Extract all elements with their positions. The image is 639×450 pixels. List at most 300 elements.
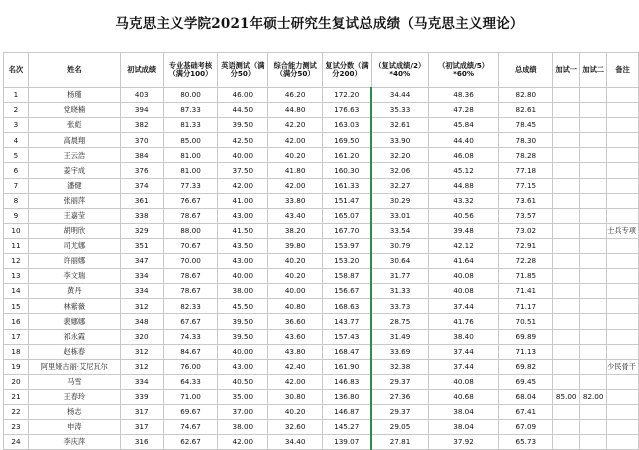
english-cell[interactable]: 40.00 bbox=[218, 148, 268, 163]
initial-weighted-cell[interactable]: 42.12 bbox=[428, 238, 499, 253]
initial-score-cell[interactable]: 329 bbox=[120, 223, 163, 238]
initial-score-cell[interactable]: 384 bbox=[120, 148, 163, 163]
rank-cell[interactable]: 10 bbox=[4, 223, 29, 238]
retest-cell[interactable]: 163.03 bbox=[323, 118, 372, 133]
comprehensive-cell[interactable]: 40.20 bbox=[268, 269, 323, 284]
extra1-cell[interactable] bbox=[553, 374, 580, 389]
note-cell[interactable]: 少民骨干 bbox=[607, 359, 639, 374]
initial-score-cell[interactable]: 339 bbox=[120, 389, 163, 404]
col-initial-score[interactable]: 初试成绩 bbox=[120, 53, 163, 88]
rank-cell[interactable]: 21 bbox=[4, 389, 29, 404]
rank-cell[interactable]: 1 bbox=[4, 88, 29, 103]
extra1-cell[interactable] bbox=[553, 148, 580, 163]
extra1-cell[interactable] bbox=[553, 238, 580, 253]
extra2-cell[interactable] bbox=[580, 133, 607, 148]
major-cell[interactable]: 78.67 bbox=[163, 284, 218, 299]
note-cell[interactable] bbox=[607, 178, 639, 193]
major-cell[interactable]: 70.67 bbox=[163, 238, 218, 253]
extra2-cell[interactable] bbox=[580, 148, 607, 163]
initial-score-cell[interactable]: 374 bbox=[120, 178, 163, 193]
major-cell[interactable]: 81.33 bbox=[163, 118, 218, 133]
initial-weighted-cell[interactable]: 40.08 bbox=[428, 269, 499, 284]
retest-cell[interactable]: 153.20 bbox=[323, 254, 372, 269]
comprehensive-cell[interactable]: 40.80 bbox=[268, 299, 323, 314]
retest-cell[interactable]: 146.87 bbox=[323, 404, 372, 419]
rank-cell[interactable]: 20 bbox=[4, 374, 29, 389]
extra2-cell[interactable] bbox=[580, 404, 607, 419]
initial-score-cell[interactable]: 334 bbox=[120, 374, 163, 389]
note-cell[interactable] bbox=[607, 344, 639, 359]
retest-weighted-cell[interactable]: 33.01 bbox=[371, 208, 428, 223]
retest-cell[interactable]: 160.30 bbox=[323, 163, 372, 178]
total-cell[interactable]: 77.18 bbox=[499, 163, 553, 178]
initial-weighted-cell[interactable]: 40.68 bbox=[428, 389, 499, 404]
total-cell[interactable]: 68.04 bbox=[499, 389, 553, 404]
name-cell[interactable]: 许丽娜 bbox=[28, 254, 120, 269]
extra1-cell[interactable] bbox=[553, 254, 580, 269]
comprehensive-cell[interactable]: 40.00 bbox=[268, 284, 323, 299]
retest-cell[interactable]: 146.83 bbox=[323, 374, 372, 389]
name-cell[interactable]: 张彪 bbox=[28, 118, 120, 133]
comprehensive-cell[interactable]: 40.20 bbox=[268, 404, 323, 419]
retest-weighted-cell[interactable]: 32.27 bbox=[371, 178, 428, 193]
major-cell[interactable]: 62.67 bbox=[163, 435, 218, 450]
initial-score-cell[interactable]: 312 bbox=[120, 299, 163, 314]
english-cell[interactable]: 37.50 bbox=[218, 163, 268, 178]
retest-weighted-cell[interactable]: 33.73 bbox=[371, 299, 428, 314]
english-cell[interactable]: 42.00 bbox=[218, 178, 268, 193]
extra2-cell[interactable] bbox=[580, 118, 607, 133]
name-cell[interactable]: 张丽萍 bbox=[28, 193, 120, 208]
initial-score-cell[interactable]: 316 bbox=[120, 435, 163, 450]
major-cell[interactable]: 69.67 bbox=[163, 404, 218, 419]
name-cell[interactable]: 申涛 bbox=[28, 420, 120, 435]
total-cell[interactable]: 78.45 bbox=[499, 118, 553, 133]
initial-score-cell[interactable]: 361 bbox=[120, 193, 163, 208]
name-cell[interactable]: 胡明欣 bbox=[28, 223, 120, 238]
retest-cell[interactable]: 139.07 bbox=[323, 435, 372, 450]
extra1-cell[interactable] bbox=[553, 329, 580, 344]
total-cell[interactable]: 77.15 bbox=[499, 178, 553, 193]
rank-cell[interactable]: 8 bbox=[4, 193, 29, 208]
retest-cell[interactable]: 143.77 bbox=[323, 314, 372, 329]
retest-cell[interactable]: 136.80 bbox=[323, 389, 372, 404]
initial-weighted-cell[interactable]: 38.40 bbox=[428, 329, 499, 344]
extra1-cell[interactable] bbox=[553, 223, 580, 238]
comprehensive-cell[interactable]: 41.80 bbox=[268, 163, 323, 178]
comprehensive-cell[interactable]: 34.40 bbox=[268, 435, 323, 450]
extra2-cell[interactable] bbox=[580, 163, 607, 178]
note-cell[interactable] bbox=[607, 299, 639, 314]
english-cell[interactable]: 43.00 bbox=[218, 254, 268, 269]
name-cell[interactable]: 王嘉莹 bbox=[28, 208, 120, 223]
english-cell[interactable]: 39.50 bbox=[218, 314, 268, 329]
rank-cell[interactable]: 15 bbox=[4, 299, 29, 314]
initial-weighted-cell[interactable]: 38.04 bbox=[428, 420, 499, 435]
initial-score-cell[interactable]: 317 bbox=[120, 404, 163, 419]
initial-weighted-cell[interactable]: 37.44 bbox=[428, 359, 499, 374]
rank-cell[interactable]: 13 bbox=[4, 269, 29, 284]
extra2-cell[interactable] bbox=[580, 329, 607, 344]
extra1-cell[interactable] bbox=[553, 299, 580, 314]
note-cell[interactable] bbox=[607, 284, 639, 299]
initial-weighted-cell[interactable]: 37.92 bbox=[428, 435, 499, 450]
name-cell[interactable]: 李文瑞 bbox=[28, 269, 120, 284]
extra2-cell[interactable] bbox=[580, 359, 607, 374]
col-retest-weighted[interactable]: （复试成绩/2）*40% bbox=[371, 53, 428, 88]
col-comprehensive[interactable]: 综合能力测试（满分50） bbox=[268, 53, 323, 88]
retest-cell[interactable]: 161.20 bbox=[323, 148, 372, 163]
total-cell[interactable]: 71.85 bbox=[499, 269, 553, 284]
english-cell[interactable]: 42.00 bbox=[218, 435, 268, 450]
initial-weighted-cell[interactable]: 41.76 bbox=[428, 314, 499, 329]
name-cell[interactable]: 杨志 bbox=[28, 404, 120, 419]
initial-weighted-cell[interactable]: 48.36 bbox=[428, 88, 499, 103]
retest-weighted-cell[interactable]: 33.54 bbox=[371, 223, 428, 238]
retest-weighted-cell[interactable]: 31.33 bbox=[371, 284, 428, 299]
major-cell[interactable]: 71.00 bbox=[163, 389, 218, 404]
retest-cell[interactable]: 158.87 bbox=[323, 269, 372, 284]
extra2-cell[interactable] bbox=[580, 344, 607, 359]
note-cell[interactable]: 士兵专项 bbox=[607, 223, 639, 238]
initial-score-cell[interactable]: 312 bbox=[120, 359, 163, 374]
note-cell[interactable] bbox=[607, 254, 639, 269]
english-cell[interactable]: 39.50 bbox=[218, 329, 268, 344]
name-cell[interactable]: 黄丹 bbox=[28, 284, 120, 299]
name-cell[interactable]: 司尤娜 bbox=[28, 238, 120, 253]
initial-score-cell[interactable]: 370 bbox=[120, 133, 163, 148]
col-english[interactable]: 英语测试（满分50） bbox=[218, 53, 268, 88]
note-cell[interactable] bbox=[607, 420, 639, 435]
initial-weighted-cell[interactable]: 38.04 bbox=[428, 404, 499, 419]
comprehensive-cell[interactable]: 30.80 bbox=[268, 389, 323, 404]
extra1-cell[interactable] bbox=[553, 208, 580, 223]
comprehensive-cell[interactable]: 38.20 bbox=[268, 223, 323, 238]
comprehensive-cell[interactable]: 40.20 bbox=[268, 148, 323, 163]
total-cell[interactable]: 78.28 bbox=[499, 148, 553, 163]
initial-weighted-cell[interactable]: 45.84 bbox=[428, 118, 499, 133]
extra2-cell[interactable] bbox=[580, 103, 607, 118]
rank-cell[interactable]: 16 bbox=[4, 314, 29, 329]
name-cell[interactable]: 王云浩 bbox=[28, 148, 120, 163]
comprehensive-cell[interactable]: 42.00 bbox=[268, 133, 323, 148]
rank-cell[interactable]: 23 bbox=[4, 420, 29, 435]
comprehensive-cell[interactable]: 42.00 bbox=[268, 374, 323, 389]
english-cell[interactable]: 43.00 bbox=[218, 208, 268, 223]
total-cell[interactable]: 71.13 bbox=[499, 344, 553, 359]
english-cell[interactable]: 41.50 bbox=[218, 223, 268, 238]
col-rank[interactable]: 名次 bbox=[4, 53, 29, 88]
extra2-cell[interactable] bbox=[580, 193, 607, 208]
extra2-cell[interactable] bbox=[580, 88, 607, 103]
initial-score-cell[interactable]: 394 bbox=[120, 103, 163, 118]
retest-weighted-cell[interactable]: 29.05 bbox=[371, 420, 428, 435]
retest-weighted-cell[interactable]: 28.75 bbox=[371, 314, 428, 329]
total-cell[interactable]: 72.91 bbox=[499, 238, 553, 253]
retest-weighted-cell[interactable]: 32.20 bbox=[371, 148, 428, 163]
total-cell[interactable]: 82.80 bbox=[499, 88, 553, 103]
rank-cell[interactable]: 17 bbox=[4, 329, 29, 344]
major-cell[interactable]: 77.33 bbox=[163, 178, 218, 193]
initial-weighted-cell[interactable]: 45.12 bbox=[428, 163, 499, 178]
retest-cell[interactable]: 176.63 bbox=[323, 103, 372, 118]
name-cell[interactable]: 杨瑾 bbox=[28, 88, 120, 103]
retest-weighted-cell[interactable]: 29.37 bbox=[371, 374, 428, 389]
major-cell[interactable]: 85.00 bbox=[163, 133, 218, 148]
note-cell[interactable] bbox=[607, 193, 639, 208]
extra1-cell[interactable] bbox=[553, 163, 580, 178]
retest-cell[interactable]: 161.90 bbox=[323, 359, 372, 374]
initial-score-cell[interactable]: 312 bbox=[120, 344, 163, 359]
extra2-cell[interactable] bbox=[580, 284, 607, 299]
rank-cell[interactable]: 3 bbox=[4, 118, 29, 133]
rank-cell[interactable]: 4 bbox=[4, 133, 29, 148]
extra1-cell[interactable] bbox=[553, 178, 580, 193]
initial-score-cell[interactable]: 403 bbox=[120, 88, 163, 103]
name-cell[interactable]: 姜宇成 bbox=[28, 163, 120, 178]
major-cell[interactable]: 81.00 bbox=[163, 148, 218, 163]
initial-score-cell[interactable]: 320 bbox=[120, 329, 163, 344]
total-cell[interactable]: 73.57 bbox=[499, 208, 553, 223]
name-cell[interactable]: 裴娜娜 bbox=[28, 314, 120, 329]
name-cell[interactable]: 党晓楠 bbox=[28, 103, 120, 118]
total-cell[interactable]: 72.28 bbox=[499, 254, 553, 269]
initial-score-cell[interactable]: 334 bbox=[120, 269, 163, 284]
extra2-cell[interactable] bbox=[580, 208, 607, 223]
total-cell[interactable]: 70.51 bbox=[499, 314, 553, 329]
extra2-cell[interactable] bbox=[580, 269, 607, 284]
extra1-cell[interactable] bbox=[553, 284, 580, 299]
note-cell[interactable] bbox=[607, 148, 639, 163]
total-cell[interactable]: 65.73 bbox=[499, 435, 553, 450]
rank-cell[interactable]: 9 bbox=[4, 208, 29, 223]
initial-score-cell[interactable]: 347 bbox=[120, 254, 163, 269]
comprehensive-cell[interactable]: 42.20 bbox=[268, 118, 323, 133]
initial-score-cell[interactable]: 338 bbox=[120, 208, 163, 223]
comprehensive-cell[interactable]: 36.60 bbox=[268, 314, 323, 329]
retest-weighted-cell[interactable]: 30.64 bbox=[371, 254, 428, 269]
name-cell[interactable]: 祁永霞 bbox=[28, 329, 120, 344]
english-cell[interactable]: 43.50 bbox=[218, 238, 268, 253]
extra1-cell[interactable] bbox=[553, 133, 580, 148]
initial-weighted-cell[interactable]: 39.48 bbox=[428, 223, 499, 238]
major-cell[interactable]: 64.33 bbox=[163, 374, 218, 389]
note-cell[interactable] bbox=[607, 88, 639, 103]
col-note[interactable]: 备注 bbox=[607, 53, 639, 88]
note-cell[interactable] bbox=[607, 374, 639, 389]
retest-cell[interactable]: 145.27 bbox=[323, 420, 372, 435]
initial-score-cell[interactable]: 348 bbox=[120, 314, 163, 329]
col-initial-weighted[interactable]: （初试成绩/5）*60% bbox=[428, 53, 499, 88]
major-cell[interactable]: 80.00 bbox=[163, 88, 218, 103]
comprehensive-cell[interactable]: 42.40 bbox=[268, 359, 323, 374]
name-cell[interactable]: 赵栋春 bbox=[28, 344, 120, 359]
initial-weighted-cell[interactable]: 40.08 bbox=[428, 374, 499, 389]
english-cell[interactable]: 37.00 bbox=[218, 404, 268, 419]
retest-weighted-cell[interactable]: 30.79 bbox=[371, 238, 428, 253]
rank-cell[interactable]: 2 bbox=[4, 103, 29, 118]
initial-weighted-cell[interactable]: 37.44 bbox=[428, 299, 499, 314]
comprehensive-cell[interactable]: 44.80 bbox=[268, 103, 323, 118]
initial-score-cell[interactable]: 376 bbox=[120, 163, 163, 178]
retest-cell[interactable]: 161.33 bbox=[323, 178, 372, 193]
rank-cell[interactable]: 22 bbox=[4, 404, 29, 419]
retest-cell[interactable]: 169.50 bbox=[323, 133, 372, 148]
name-cell[interactable]: 王春玲 bbox=[28, 389, 120, 404]
retest-weighted-cell[interactable]: 33.69 bbox=[371, 344, 428, 359]
initial-weighted-cell[interactable]: 43.32 bbox=[428, 193, 499, 208]
extra2-cell[interactable] bbox=[580, 420, 607, 435]
major-cell[interactable]: 70.00 bbox=[163, 254, 218, 269]
col-extra-1[interactable]: 加试一 bbox=[553, 53, 580, 88]
extra1-cell[interactable] bbox=[553, 269, 580, 284]
col-total[interactable]: 总成绩 bbox=[499, 53, 553, 88]
retest-weighted-cell[interactable]: 30.29 bbox=[371, 193, 428, 208]
extra1-cell[interactable] bbox=[553, 314, 580, 329]
name-cell[interactable]: 阿里娅古丽·艾尼瓦尔 bbox=[28, 359, 120, 374]
major-cell[interactable]: 76.67 bbox=[163, 193, 218, 208]
rank-cell[interactable]: 19 bbox=[4, 359, 29, 374]
english-cell[interactable]: 44.50 bbox=[218, 103, 268, 118]
retest-weighted-cell[interactable]: 31.77 bbox=[371, 269, 428, 284]
initial-score-cell[interactable]: 351 bbox=[120, 238, 163, 253]
major-cell[interactable]: 78.67 bbox=[163, 208, 218, 223]
extra2-cell[interactable] bbox=[580, 238, 607, 253]
retest-cell[interactable]: 153.97 bbox=[323, 238, 372, 253]
extra2-cell[interactable] bbox=[580, 223, 607, 238]
extra2-cell[interactable] bbox=[580, 178, 607, 193]
english-cell[interactable]: 42.50 bbox=[218, 133, 268, 148]
initial-score-cell[interactable]: 317 bbox=[120, 420, 163, 435]
extra1-cell[interactable]: 85.00 bbox=[553, 389, 580, 404]
retest-weighted-cell[interactable]: 27.36 bbox=[371, 389, 428, 404]
english-cell[interactable]: 41.00 bbox=[218, 193, 268, 208]
note-cell[interactable] bbox=[607, 435, 639, 450]
retest-weighted-cell[interactable]: 35.33 bbox=[371, 103, 428, 118]
total-cell[interactable]: 67.09 bbox=[499, 420, 553, 435]
note-cell[interactable] bbox=[607, 404, 639, 419]
name-cell[interactable]: 马雪 bbox=[28, 374, 120, 389]
name-cell[interactable]: 李庆萍 bbox=[28, 435, 120, 450]
retest-weighted-cell[interactable]: 27.81 bbox=[371, 435, 428, 450]
major-cell[interactable]: 76.00 bbox=[163, 359, 218, 374]
col-extra-2[interactable]: 加试二 bbox=[580, 53, 607, 88]
comprehensive-cell[interactable]: 33.80 bbox=[268, 193, 323, 208]
english-cell[interactable]: 40.50 bbox=[218, 374, 268, 389]
total-cell[interactable]: 69.45 bbox=[499, 374, 553, 389]
initial-score-cell[interactable]: 334 bbox=[120, 284, 163, 299]
rank-cell[interactable]: 18 bbox=[4, 344, 29, 359]
comprehensive-cell[interactable]: 40.20 bbox=[268, 254, 323, 269]
major-cell[interactable]: 81.00 bbox=[163, 163, 218, 178]
retest-cell[interactable]: 168.63 bbox=[323, 299, 372, 314]
extra2-cell[interactable] bbox=[580, 374, 607, 389]
retest-cell[interactable]: 165.07 bbox=[323, 208, 372, 223]
col-retest-score[interactable]: 复试分数（满分200） bbox=[323, 53, 372, 88]
total-cell[interactable]: 82.61 bbox=[499, 103, 553, 118]
retest-cell[interactable]: 151.47 bbox=[323, 193, 372, 208]
total-cell[interactable]: 67.41 bbox=[499, 404, 553, 419]
initial-weighted-cell[interactable]: 40.56 bbox=[428, 208, 499, 223]
retest-cell[interactable]: 157.43 bbox=[323, 329, 372, 344]
comprehensive-cell[interactable]: 32.60 bbox=[268, 420, 323, 435]
retest-weighted-cell[interactable]: 29.37 bbox=[371, 404, 428, 419]
initial-weighted-cell[interactable]: 44.40 bbox=[428, 133, 499, 148]
note-cell[interactable] bbox=[607, 329, 639, 344]
total-cell[interactable]: 73.61 bbox=[499, 193, 553, 208]
name-cell[interactable]: 高晨翔 bbox=[28, 133, 120, 148]
extra1-cell[interactable] bbox=[553, 359, 580, 374]
english-cell[interactable]: 38.00 bbox=[218, 420, 268, 435]
major-cell[interactable]: 67.67 bbox=[163, 314, 218, 329]
extra2-cell[interactable] bbox=[580, 254, 607, 269]
comprehensive-cell[interactable]: 42.00 bbox=[268, 178, 323, 193]
rank-cell[interactable]: 12 bbox=[4, 254, 29, 269]
note-cell[interactable] bbox=[607, 269, 639, 284]
extra1-cell[interactable] bbox=[553, 103, 580, 118]
total-cell[interactable]: 78.30 bbox=[499, 133, 553, 148]
major-cell[interactable]: 78.67 bbox=[163, 269, 218, 284]
retest-cell[interactable]: 167.70 bbox=[323, 223, 372, 238]
english-cell[interactable]: 35.00 bbox=[218, 389, 268, 404]
extra1-cell[interactable] bbox=[553, 344, 580, 359]
note-cell[interactable] bbox=[607, 163, 639, 178]
retest-weighted-cell[interactable]: 33.90 bbox=[371, 133, 428, 148]
english-cell[interactable]: 40.00 bbox=[218, 344, 268, 359]
rank-cell[interactable]: 7 bbox=[4, 178, 29, 193]
initial-weighted-cell[interactable]: 46.08 bbox=[428, 148, 499, 163]
retest-weighted-cell[interactable]: 34.44 bbox=[371, 88, 428, 103]
initial-weighted-cell[interactable]: 40.08 bbox=[428, 284, 499, 299]
rank-cell[interactable]: 6 bbox=[4, 163, 29, 178]
total-cell[interactable]: 73.02 bbox=[499, 223, 553, 238]
extra1-cell[interactable] bbox=[553, 420, 580, 435]
retest-cell[interactable]: 172.20 bbox=[323, 88, 372, 103]
total-cell[interactable]: 69.82 bbox=[499, 359, 553, 374]
extra2-cell[interactable] bbox=[580, 314, 607, 329]
total-cell[interactable]: 71.41 bbox=[499, 284, 553, 299]
col-name[interactable]: 姓名 bbox=[28, 53, 120, 88]
rank-cell[interactable]: 14 bbox=[4, 284, 29, 299]
comprehensive-cell[interactable]: 43.80 bbox=[268, 344, 323, 359]
retest-weighted-cell[interactable]: 31.49 bbox=[371, 329, 428, 344]
rank-cell[interactable]: 24 bbox=[4, 435, 29, 450]
total-cell[interactable]: 71.17 bbox=[499, 299, 553, 314]
retest-cell[interactable]: 156.67 bbox=[323, 284, 372, 299]
extra2-cell[interactable]: 82.00 bbox=[580, 389, 607, 404]
major-cell[interactable]: 87.33 bbox=[163, 103, 218, 118]
note-cell[interactable] bbox=[607, 118, 639, 133]
initial-weighted-cell[interactable]: 41.64 bbox=[428, 254, 499, 269]
note-cell[interactable] bbox=[607, 314, 639, 329]
major-cell[interactable]: 74.33 bbox=[163, 329, 218, 344]
col-major-basic[interactable]: 专业基础考核（满分100） bbox=[163, 53, 218, 88]
english-cell[interactable]: 38.00 bbox=[218, 284, 268, 299]
comprehensive-cell[interactable]: 46.20 bbox=[268, 88, 323, 103]
extra1-cell[interactable] bbox=[553, 435, 580, 450]
extra1-cell[interactable] bbox=[553, 118, 580, 133]
initial-weighted-cell[interactable]: 44.88 bbox=[428, 178, 499, 193]
english-cell[interactable]: 40.00 bbox=[218, 269, 268, 284]
comprehensive-cell[interactable]: 39.80 bbox=[268, 238, 323, 253]
note-cell[interactable] bbox=[607, 208, 639, 223]
note-cell[interactable] bbox=[607, 133, 639, 148]
english-cell[interactable]: 43.00 bbox=[218, 359, 268, 374]
initial-weighted-cell[interactable]: 37.44 bbox=[428, 344, 499, 359]
major-cell[interactable]: 88.00 bbox=[163, 223, 218, 238]
initial-weighted-cell[interactable]: 47.28 bbox=[428, 103, 499, 118]
initial-score-cell[interactable]: 382 bbox=[120, 118, 163, 133]
